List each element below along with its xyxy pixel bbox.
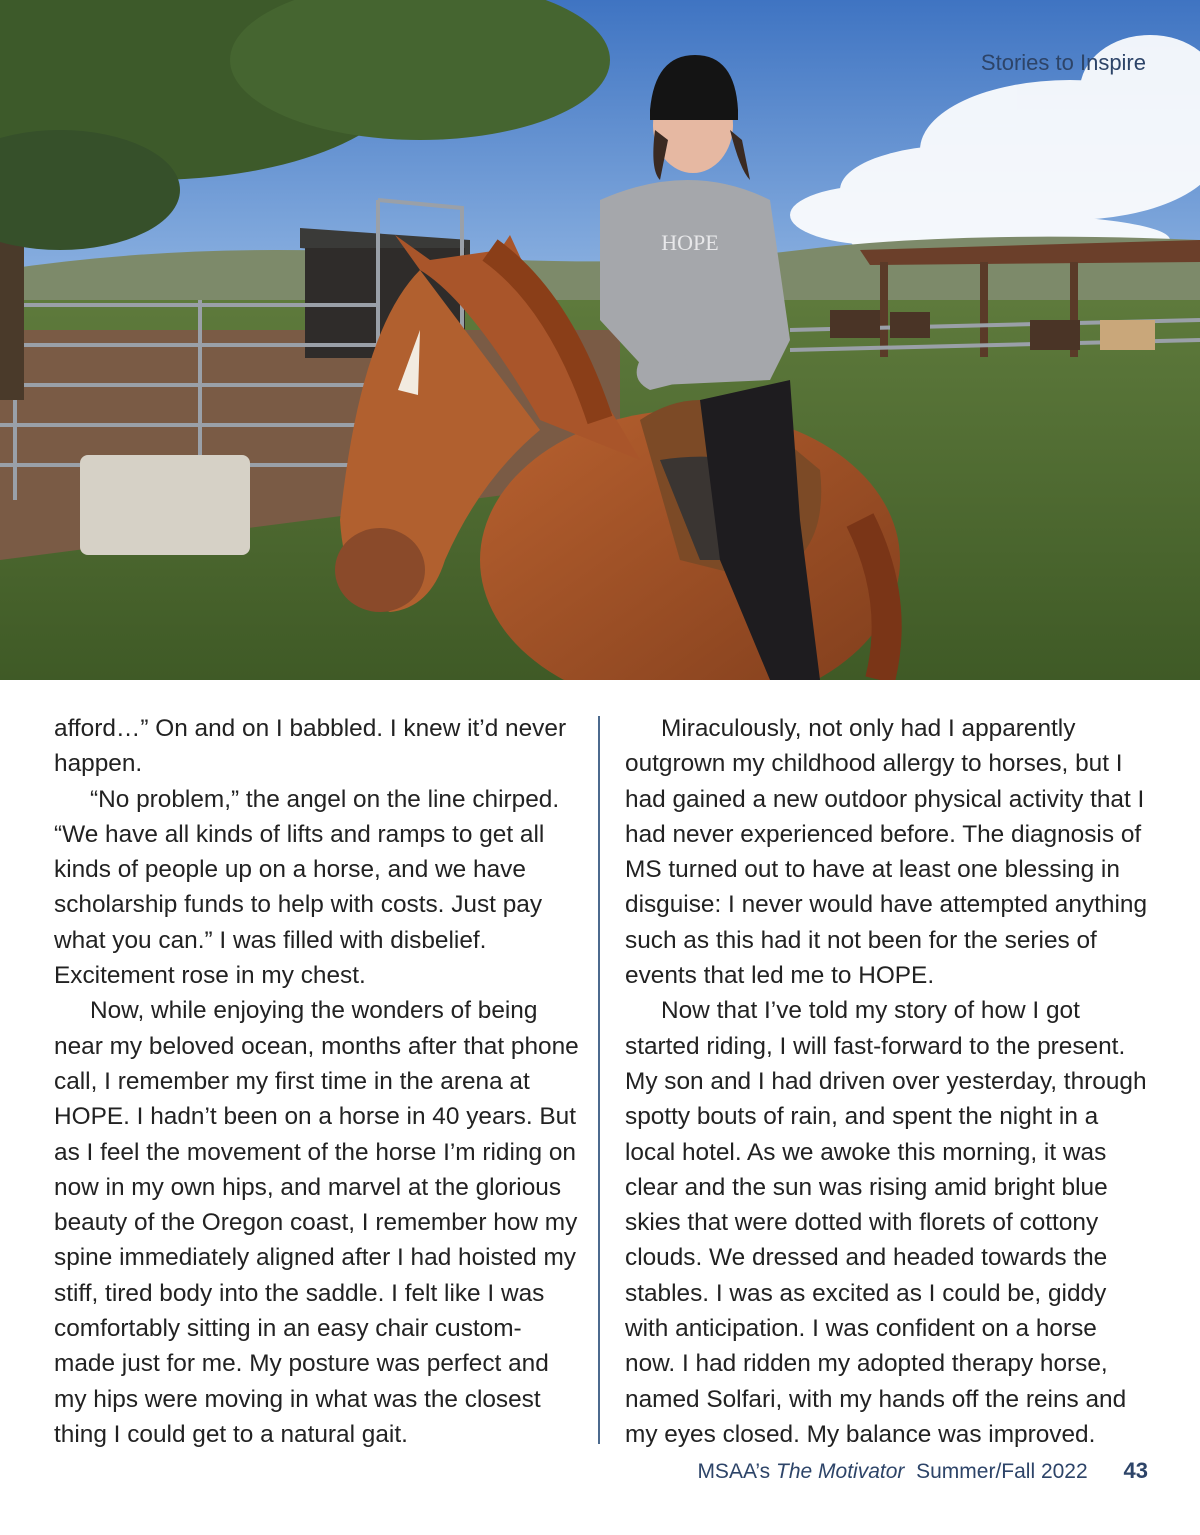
footer-issue: Summer/Fall 2022 bbox=[916, 1460, 1088, 1483]
section-label: Stories to Inspire bbox=[980, 50, 1146, 75]
article-column-left bbox=[54, 711, 579, 1452]
paragraph: Now that I’ve told my story of how I got started riding, I will fast-forward to the present. My son and I had driven over yesterday, through spotty bouts of rain, and spent the night in a local hotel. As we awoke this morning, it was clear and the sun was rising amid bright blue skies that were dotted with florets of cottony clouds. We dressed and headed towards the stables. I was as excited as I could be, giddy with anticipation. I was confident on a horse now. I had ridden my adopted therapy horse, named Solfari, with my hands off the reins and my eyes closed. My balance was improved. bbox=[625, 997, 1147, 1448]
photo-illustration bbox=[0, 0, 1200, 680]
page-number: 43 bbox=[1123, 1458, 1148, 1483]
page-footer bbox=[697, 1458, 1148, 1484]
hero-photo bbox=[0, 0, 1200, 680]
water-tank bbox=[80, 455, 250, 555]
paragraph: “No problem,” the angel on the line chirped. “We have all kinds of lifts and ramps to get all kinds of people up on a horse, and we have scholarship funds to help with costs. Just pay what you can.” I was filled with disbelief. Excitement rose in my chest. bbox=[54, 785, 560, 990]
sweatshirt-text: HOPE bbox=[661, 230, 719, 255]
footer-publisher: MSAA’s bbox=[697, 1460, 771, 1483]
paragraph: Miraculously, not only had I apparently outgrown my childhood allergy to horses, but I had gained a new outdoor physical activity that I had never experienced before. The diagnosis of MS turned out to have at least one blessing in disguise: I never would have attempted anything such as this had it not been for the series of events that led me to HOPE. bbox=[625, 715, 1148, 990]
footer-magazine-title: The Motivator bbox=[776, 1460, 905, 1483]
column-divider bbox=[598, 716, 600, 1444]
paragraph: afford…” On and on I babbled. I knew it’d never happen. bbox=[54, 715, 567, 778]
article-column-right bbox=[625, 711, 1150, 1452]
paragraph: Now, while enjoying the wonders of being near my beloved ocean, months after that phone call, I remember my first time in the arena at HOPE. I hadn’t been on a horse in 40 years. But as I feel the movement of the horse I’m riding on now in my own hips, and marvel at the glorious beauty of the Oregon coast, I remember how my spine immediately aligned after I had hoisted my stiff, tired body into the saddle. I felt like I was comfortably sitting in an easy chair custom-made just for me. My posture was perfect and my hips were moving in what was the closest thing I could get to a natural gait. bbox=[54, 997, 579, 1448]
